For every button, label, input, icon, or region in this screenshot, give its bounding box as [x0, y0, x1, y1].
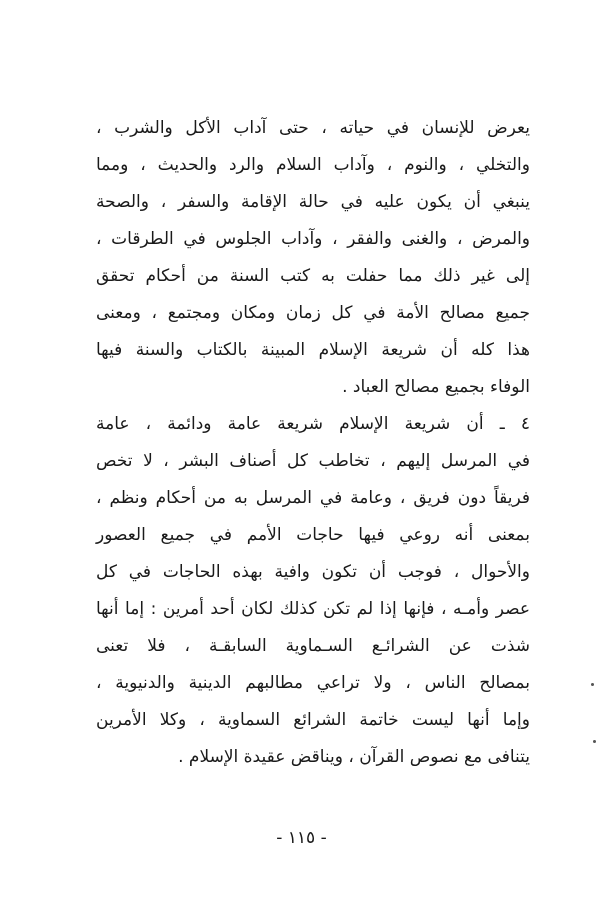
- text-line: فريقاً دون فريق ، وعامة في المرسل به من أحكام ونظم ،: [96, 488, 530, 508]
- margin-mark: [591, 683, 594, 686]
- text-line: بمعنى أنه روعي فيها حاجات الأمم في جميع العصور: [96, 525, 530, 545]
- margin-mark: [593, 740, 596, 743]
- body-text: [96, 110, 530, 776]
- text-line: وإما أنها ليست خاتمة الشرائع السماوية ، وكلا الأمرين: [96, 710, 530, 730]
- text-line: بمصالح الناس ، ولا تراعي مطالبهم الدينية والدنيوية ،: [96, 673, 530, 693]
- text-line: إلى غير ذلك مما حفلت به كتب السنة من أحكام تحقق: [96, 266, 530, 286]
- text-line: ٤ ـ أن شريعة الإسلام شريعة عامة ودائمة ، عامة: [96, 414, 530, 434]
- text-line: هذا كله أن شريعة الإسلام المبينة بالكتاب والسنة فيها: [96, 340, 530, 360]
- text-line: عصر وأمـه ، فإنها إذا لم تكن كذلك لكان أحد أمرين : إما أنها: [96, 599, 530, 619]
- text-line: والمرض ، والغنى والفقر ، وآداب الجلوس في الطرقات ،: [96, 229, 530, 249]
- text-line: جميع مصالح الأمة في كل زمان ومكان ومجتمع ، ومعنى: [96, 303, 530, 323]
- text-line: شذت عن الشرائـع السـماوية السابقـة ، فلا تعنى: [96, 636, 530, 656]
- text-line: والتخلي ، والنوم ، وآداب السلام والرد والحديث ، ومما: [96, 155, 530, 175]
- text-line: والأحوال ، فوجب أن تكون وافية بهذه الحاجات في كل: [96, 562, 530, 582]
- text-line: يتنافى مع نصوص القرآن ، ويناقض عقيدة الإسلام .: [178, 747, 530, 767]
- text-line: في المرسل إليهم ، تخاطب كل أصناف البشر ، لا تخص: [96, 451, 530, 471]
- text-line: الوفاء بجميع مصالح العباد .: [342, 377, 530, 397]
- text-line: ينبغي أن يكون عليه في حالة الإقامة والسفر ، والصحة: [96, 192, 530, 212]
- text-line: يعرض للإنسان في حياته ، حتى آداب الأكل والشرب ،: [96, 118, 530, 138]
- page-number: - ١١٥ -: [276, 828, 327, 848]
